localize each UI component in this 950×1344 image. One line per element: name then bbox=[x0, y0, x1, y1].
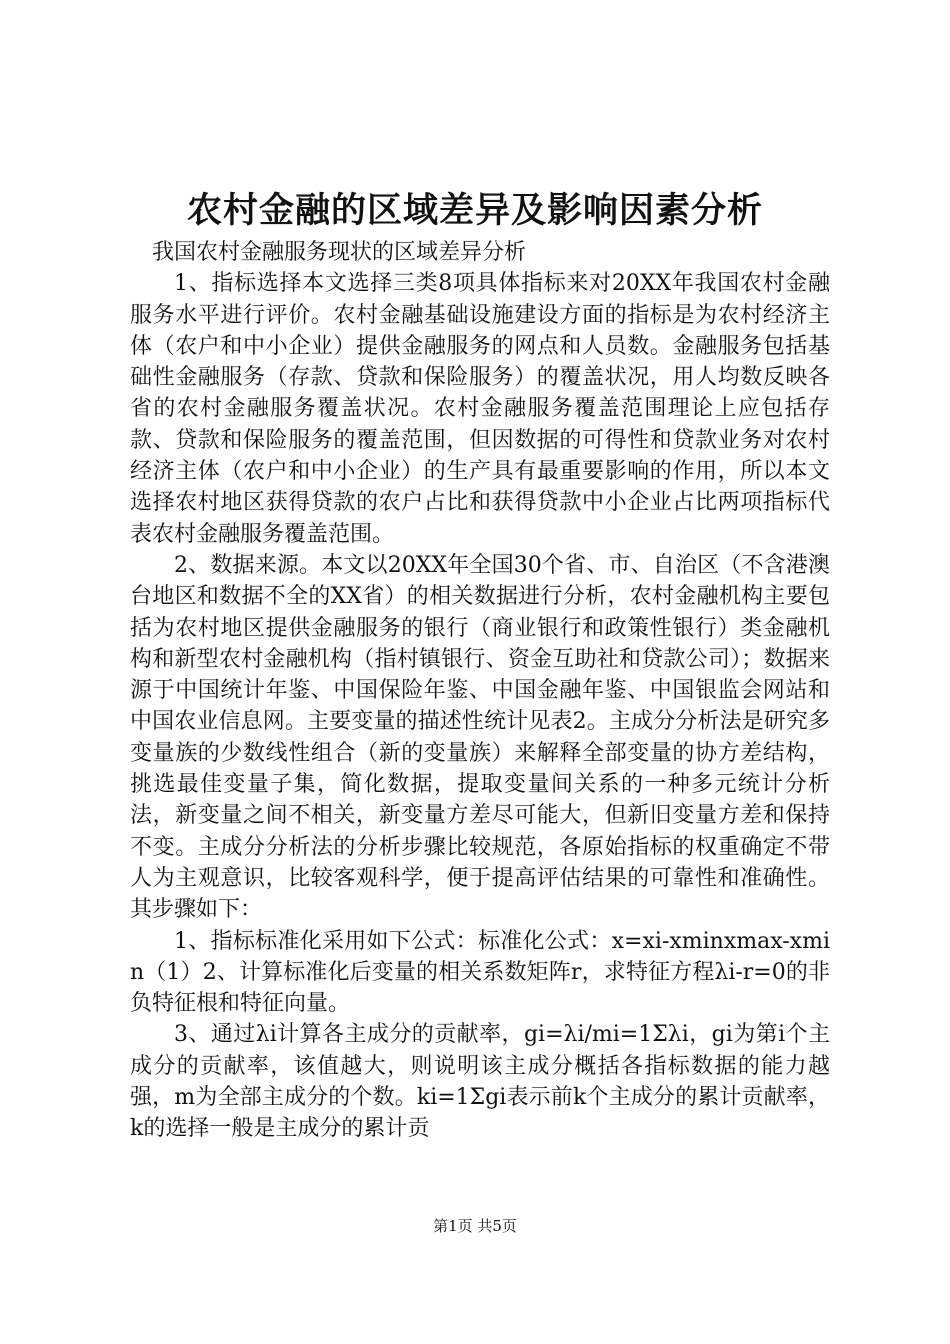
paragraph-indicator-selection: 1、指标选择本文选择三类8项具体指标来对20XX年我国农村金融服务水平进行评价。农村金融基础设施建设方面的指标是为农村经济主体（农户和中小企业）提供金融服务的网点和人员数。金融服务包括基础性金融服务（存款、贷款和保险服务）的覆盖状况，用人均数反映各省的农村金融服务覆盖状况。农村金融服务覆盖范围理论上应包括存款、贷款和保险服务的覆盖范围，但因数据的可得性和贷款业务对农村经济主体（农户和中小企业）的生产具有最重要影响的作用，所以本文选择农村地区获得贷款的农户占比和获得贷款中小企业占比两项指标代表农村金融服务覆盖范围。 bbox=[130, 271, 830, 547]
page-number-footer: 第1页 共5页 bbox=[433, 1217, 517, 1235]
paragraph-standardization: 1、指标标准化采用如下公式：标准化公式：x=xi-xminxmax-xmin（1）2、计算标准化后变量的相关系数矩阵r，求特征方程λi-r=0的非负特征根和特征向量。 bbox=[130, 928, 830, 1017]
section-heading: 我国农村金融服务现状的区域差异分析 bbox=[152, 240, 527, 265]
paragraph-data-source: 2、数据来源。本文以20XX年全国30个省、市、自治区（不含港澳台地区和数据不全的XX省）的相关数据进行分析，农村金融机构主要包括为农村地区提供金融服务的银行（商业银行和政策性银行）类金融机构和新型农村金融机构（指村镇银行、资金互助社和贷款公司）；数据来源于中国统计年鉴、中国保险年鉴、中国金融年鉴、中国银监会网站和中国农业信息网。主要变量的描述性统计见表2。主成分分析法是研究多变量族的少数线性组合（新的变量族）来解释全部变量的协方差结构，挑选最佳变量子集，简化数据，提取变量间关系的一种多元统计分析法，新变量之间不相关，新变量方差尽可能大，但新旧变量方差和保持不变。主成分分析法的分析步骤比较规范，各原始指标的权重确定不带人为主观意识，比较客观科学，便于提高评估结果的可靠性和准确性。其步骤如下： bbox=[130, 552, 830, 923]
document-title: 农村金融的区域差异及影响因素分析 bbox=[186, 190, 763, 231]
document-body bbox=[130, 237, 830, 1145]
paragraph-contribution-rate: 3、通过λi计算各主成分的贡献率，gi=λi/mi=1Σλi，gi为第i个主成分的贡献率，该值越大，则说明该主成分概括各指标数据的能力越强，m为全部主成分的个数。ki=1Σgi表示前k个主成分的累计贡献率，k的选择一般是主成分的累计贡 bbox=[130, 1022, 830, 1142]
